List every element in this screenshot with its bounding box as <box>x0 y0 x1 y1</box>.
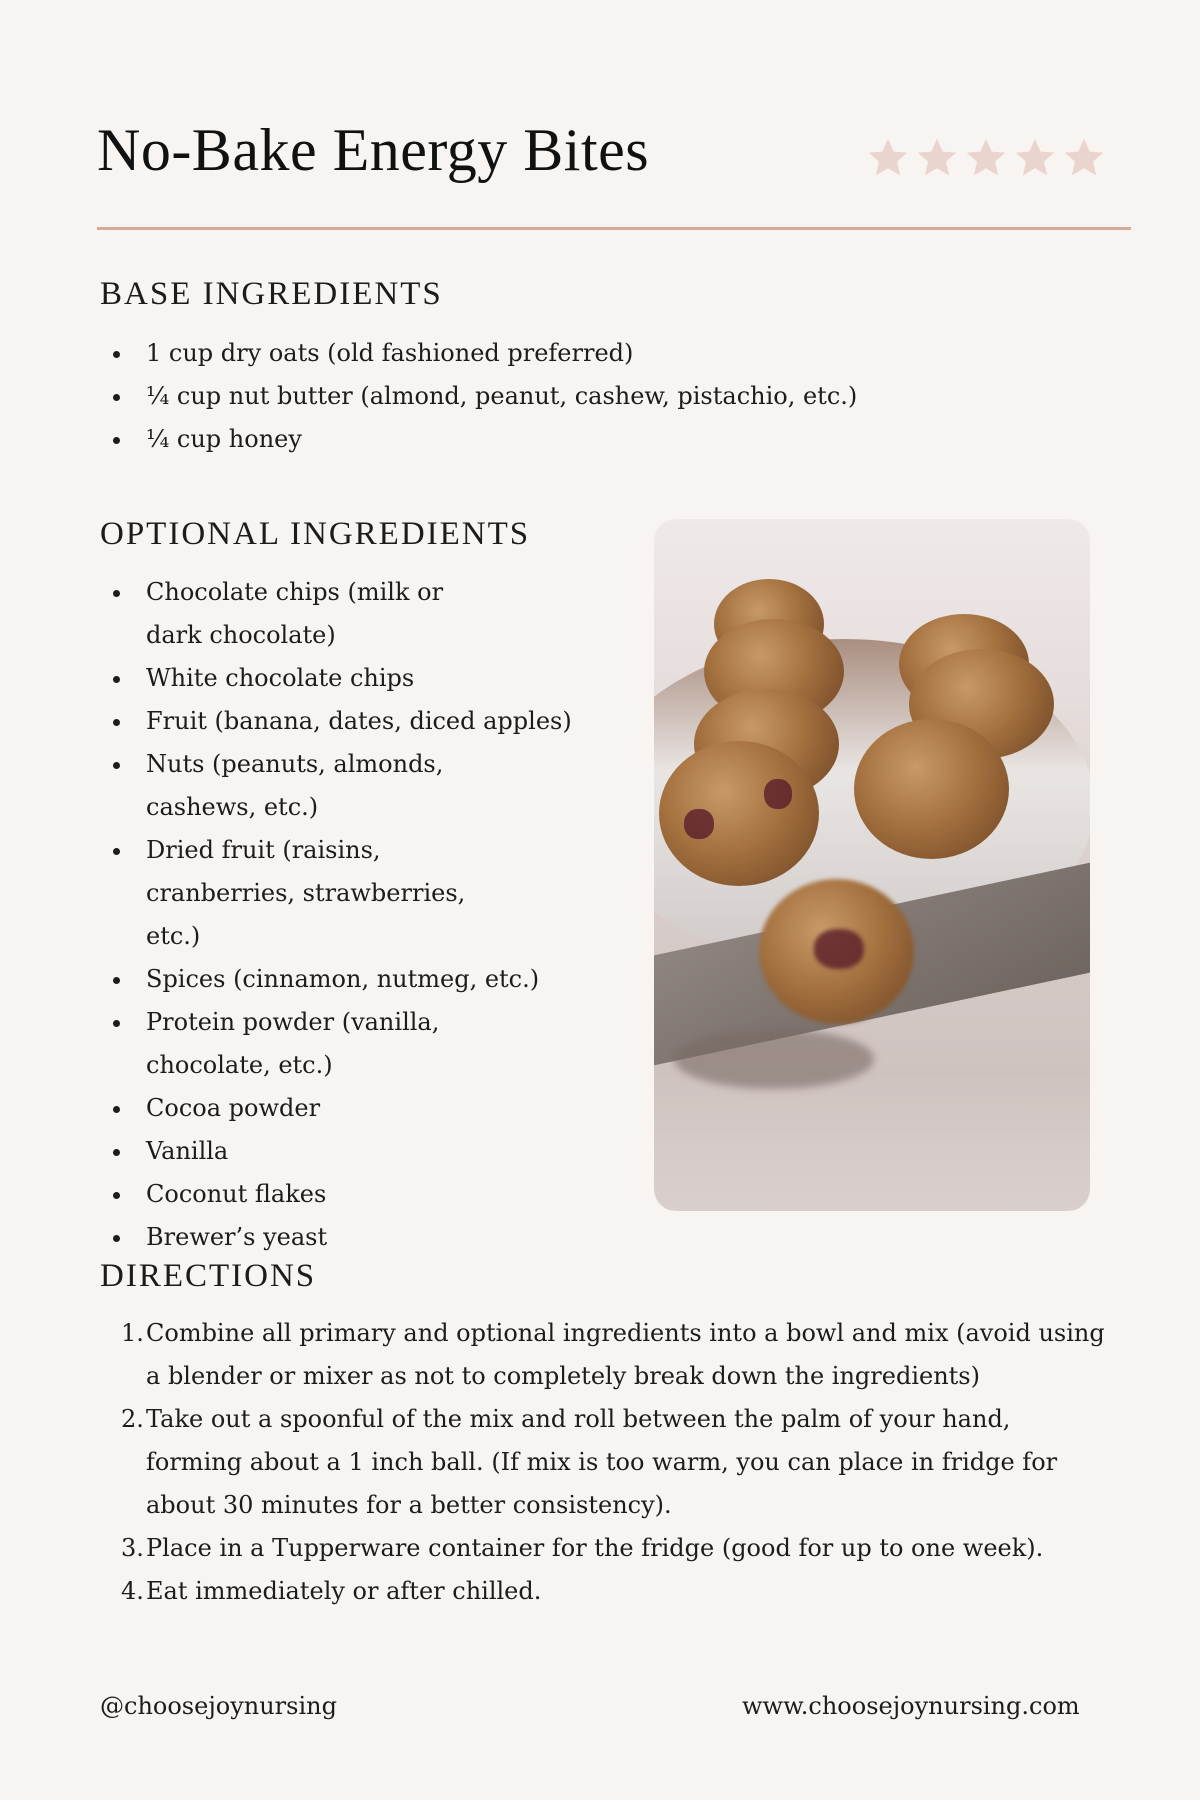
direction-step <box>97 1312 1107 1398</box>
step-text: Combine all primary and optional ingredients into a bowl and mix (avoid using a blender or mixer as not to completely break down the ingredients) <box>146 1319 1105 1390</box>
list-item: Cocoa powder <box>97 1087 617 1130</box>
step-text: Take out a spoonful of the mix and roll between the palm of your hand, forming about a 1 inch ball. (If mix is too warm, you can place in fridge for about 30 minutes for a better consistency). <box>146 1405 1058 1519</box>
energy-bite <box>854 719 1009 859</box>
star-rating <box>866 136 1106 180</box>
star-icon <box>1013 136 1057 180</box>
social-handle: @choosejoynursing <box>100 1692 337 1720</box>
list-item: Spices (cinnamon, nutmeg, etc.) <box>97 958 617 1001</box>
list-item: Nuts (peanuts, almonds, cashews, etc.) <box>97 743 546 829</box>
website-link[interactable]: www.choosejoynursing.com <box>742 1692 1080 1720</box>
recipe-title: No-Bake Energy Bites <box>97 117 650 183</box>
shadow <box>674 1029 874 1089</box>
base-ingredients-list <box>97 332 857 461</box>
energy-bites-photo <box>654 519 1090 1211</box>
divider <box>97 227 1131 230</box>
star-icon <box>866 136 910 180</box>
list-item: 1 cup dry oats (old fashioned preferred) <box>97 332 857 375</box>
step-text: Eat immediately or after chilled. <box>146 1577 542 1605</box>
star-icon <box>964 136 1008 180</box>
optional-ingredients-list <box>97 571 617 1259</box>
cranberry <box>684 809 714 839</box>
list-item: Fruit (banana, dates, diced apples) <box>97 700 617 743</box>
list-item: Brewer’s yeast <box>97 1216 617 1259</box>
step-number: 2. <box>121 1405 144 1433</box>
list-item: Dried fruit (raisins, cranberries, strawberries, etc.) <box>97 829 526 958</box>
list-item: White chocolate chips <box>97 657 617 700</box>
cranberry <box>814 929 864 969</box>
step-number: 4. <box>121 1577 144 1605</box>
step-text: Place in a Tupperware container for the fridge (good for up to one week). <box>146 1534 1044 1562</box>
star-icon <box>1062 136 1106 180</box>
step-number: 1. <box>121 1319 144 1347</box>
base-ingredients-heading: BASE INGREDIENTS <box>100 276 443 312</box>
list-item: Chocolate chips (milk or dark chocolate) <box>97 571 476 657</box>
direction-step <box>97 1398 1107 1527</box>
list-item: Vanilla <box>97 1130 617 1173</box>
list-item: Coconut flakes <box>97 1173 617 1216</box>
list-item: ¼ cup nut butter (almond, peanut, cashew, pistachio, etc.) <box>97 375 857 418</box>
step-number: 3. <box>121 1534 144 1562</box>
direction-step <box>97 1527 1107 1570</box>
direction-step <box>97 1570 1107 1613</box>
optional-ingredients-heading: OPTIONAL INGREDIENTS <box>100 516 531 552</box>
list-item: ¼ cup honey <box>97 418 857 461</box>
directions-list <box>97 1312 1107 1613</box>
directions-heading: DIRECTIONS <box>100 1258 317 1294</box>
list-item: Protein powder (vanilla, chocolate, etc.) <box>97 1001 566 1087</box>
cranberry <box>764 779 792 809</box>
star-icon <box>915 136 959 180</box>
energy-bite <box>659 741 819 886</box>
